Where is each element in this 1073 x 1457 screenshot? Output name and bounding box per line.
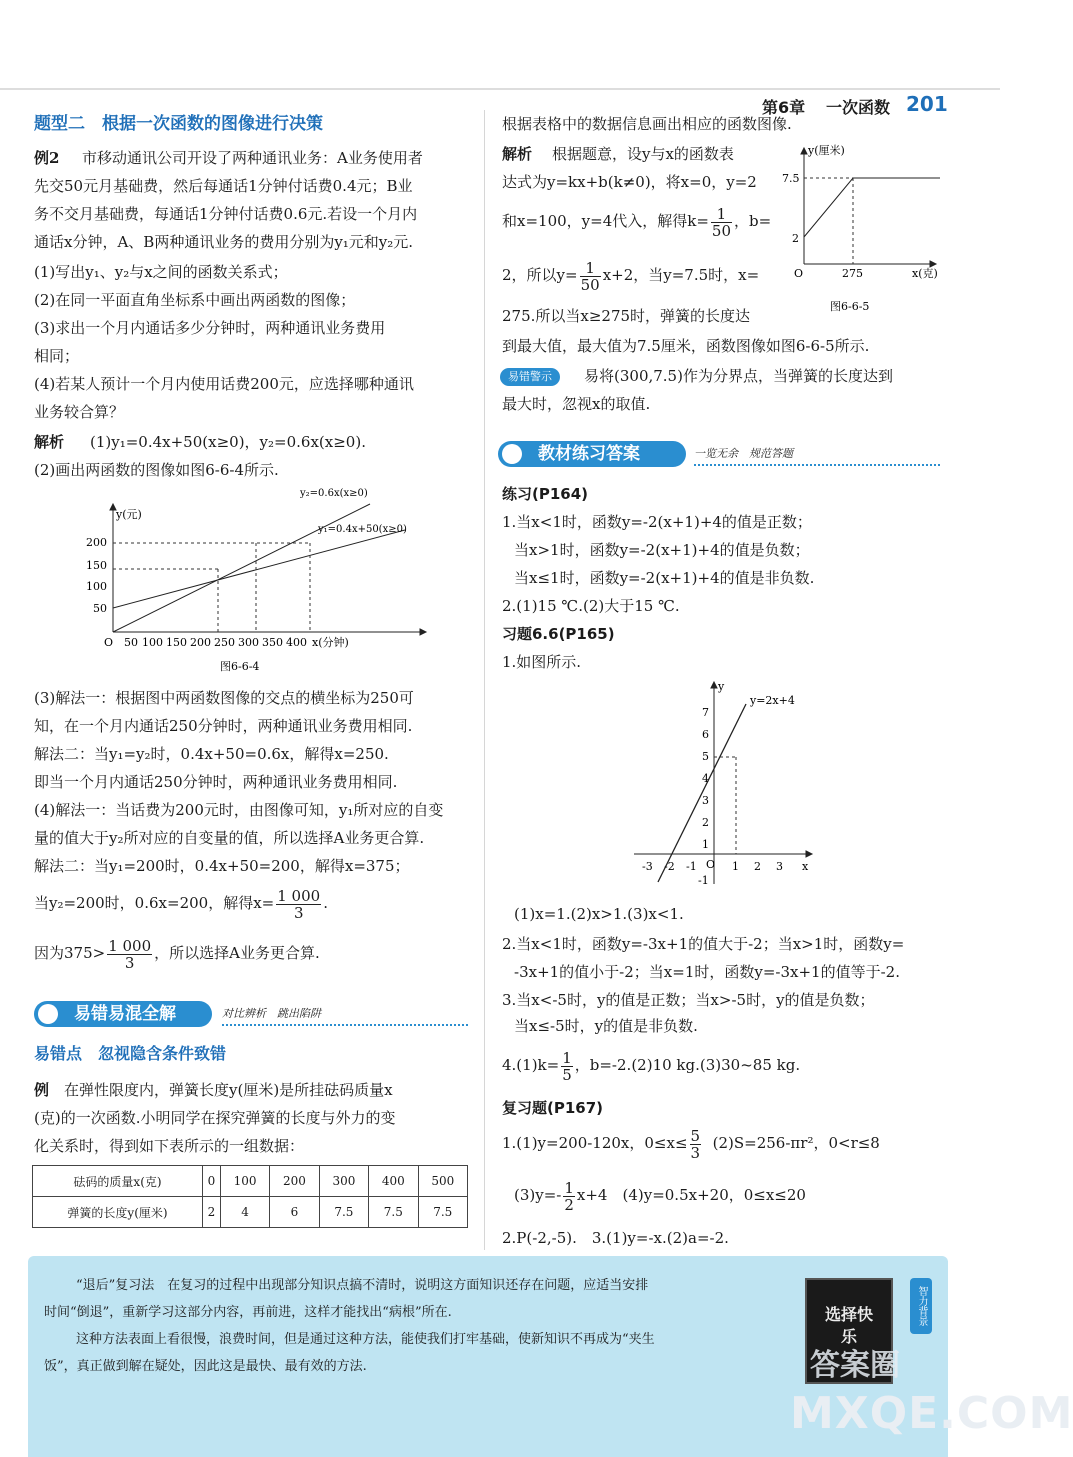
solution-1: (1)y₁=0.4x+50(x≥0)，y₂=0.6x(x≥0). [90, 433, 366, 451]
solution-4a: (4)解法一：当话费为200元时，由图像可知，y₁所对应的自变 [34, 801, 444, 819]
warning-line1: 易将(300,7.5)作为分界点，当弹簧的长度达到 [584, 367, 893, 385]
right-line7: 到最大值，最大值为7.5厘米，函数图像如图6-6-5所示. [502, 337, 870, 355]
book-cover-title: 选择快乐 [824, 1305, 873, 1346]
graph1-xtick-400: 400 [286, 636, 307, 649]
example-2-line3: 务不交月基础费，每通话1分钟付话费0.6元.若设一个月内 [34, 205, 418, 223]
p164-2: 2.(1)15 ℃.(2)大于15 ℃. [502, 597, 680, 615]
p164-1b: 当x>1时，函数y=-2(x+1)+4的值是负数； [514, 541, 810, 559]
solution-3a: (3)解法一：根据图中两函数图像的交点的横坐标为250可 [34, 689, 414, 707]
graph3-ytick-1: 1 [702, 838, 709, 851]
solution-label: 解析 [34, 433, 65, 451]
table-cell: 4 [220, 1197, 269, 1228]
p165-2b: -3x+1的值小于-2；当x=1时，函数y=-3x+1的值等于-2. [514, 963, 900, 981]
graph3-ytick-6: 6 [702, 728, 709, 741]
graph3-xtick-1: 1 [732, 860, 739, 873]
table-cell: 弹簧的长度y(厘米) [33, 1197, 203, 1228]
question-2: (2)在同一平面直角坐标系中画出两函数的图像； [34, 291, 356, 309]
graph1-y1-label: y₁=0.4x+50(x≥0) [318, 524, 407, 535]
graph3-xtick-3: 3 [776, 860, 783, 873]
right-line2: 根据题意，设y与x的函数表 [552, 145, 734, 163]
table-cell: 400 [369, 1166, 418, 1197]
graph-6-6-5 [780, 140, 950, 318]
graph1-ytick-50: 50 [93, 602, 107, 615]
review-p167-title: 复习题(P167) [502, 1099, 604, 1117]
table-cell: 500 [418, 1166, 467, 1197]
question-3b: 相同； [34, 347, 80, 365]
page-number: 201 [906, 92, 948, 116]
ribbon-answers-tag: 一览无余 规范答题 [694, 447, 793, 460]
graph3-ytick-4: 4 [702, 772, 709, 785]
graph1-xtick-50: 50 [124, 636, 138, 649]
graph1-xlabel: x(分钟) [312, 636, 349, 649]
p165-1-answer: (1)x=1.(2)x>1.(3)x<1. [514, 905, 684, 923]
graph2-caption: 图6-6-5 [830, 300, 870, 313]
solution-4e: 因为375> $\frac{1 000}{3}$ ，所以选择A业务更合算. [34, 936, 320, 972]
graph3-ytick-3: 3 [702, 794, 709, 807]
solution-3b: 知，在一个月内通话250分钟时，两种通讯业务费用相同. [34, 717, 413, 735]
graph2-ytick-2: 2 [792, 232, 799, 245]
graph3-ytick-neg1: -1 [698, 874, 709, 887]
graph1-xtick-200: 200 [190, 636, 211, 649]
example-2-label: 例2 [34, 149, 60, 167]
error-point-title: 易错点 忽视隐含条件致错 [34, 1044, 227, 1063]
header-rule [0, 88, 1000, 90]
right-line6: 275.所以当x≥275时，弹簧的长度达 [502, 307, 751, 325]
example-2-line2: 先交50元月基础费，然后每通话1分钟付话费0.4元；B业 [34, 177, 413, 195]
table-cell: 300 [319, 1166, 368, 1197]
speaker-icon [502, 444, 522, 464]
ribbon-errors-divider [222, 1024, 468, 1026]
graph-y-2x-4 [628, 678, 828, 892]
solution-4b: 量的值大于y₂所对应的自变量的值，所以选择A业务更合算. [34, 829, 425, 847]
graph3-ylabel: y [718, 680, 725, 693]
footer-line1: “退后”复习法 在复习的过程中出现部分知识点搞不清时，说明这方面知识还存在问题，应适当安排 [76, 1278, 649, 1293]
chapter-label: 第6章 [762, 98, 806, 117]
graph3-xtick-neg1: -1 [686, 860, 697, 873]
graph1-ytick-150: 150 [86, 559, 107, 572]
footer-line2: 时间“倒退”，重新学习这部分内容，再前进，这样才能找出“病根”所在. [44, 1305, 452, 1320]
graph3-xtick-neg2: -2 [664, 860, 675, 873]
example-2-line1: 市移动通讯公司开设了两种通讯业务：A业务使用者 [82, 149, 423, 167]
solution-4c: 解法二：当y₁=200时，0.4x+50=200，解得x=375； [34, 857, 410, 875]
ribbon-answers: 教材练习答案 [498, 441, 686, 467]
watermark-logo: 答案圈 [810, 1348, 900, 1383]
question-4a: (4)若某人预计一个月内使用话费200元，应选择哪种通讯 [34, 375, 414, 393]
section-title: 题型二 根据一次函数的图像进行决策 [34, 114, 323, 134]
example-line2: (克)的一次函数.小明同学在探究弹簧的长度与外力的变 [34, 1109, 396, 1127]
question-3a: (3)求出一个月内通话多少分钟时，两种通讯业务费用 [34, 319, 386, 337]
table-cell: 0 [203, 1166, 221, 1197]
example-label: 例 [34, 1081, 50, 1099]
column-divider [484, 110, 485, 1250]
warning-line2: 最大时，忽视x的取值. [502, 395, 651, 413]
graph-6-6-4 [80, 484, 460, 680]
ribbon-errors-tag: 对比辨析 跳出陷阱 [222, 1007, 321, 1020]
graph1-ytick-200: 200 [86, 536, 107, 549]
p165-1: 1.如图所示. [502, 653, 582, 671]
right-solution-label: 解析 [502, 145, 533, 163]
p164-1a: 1.当x<1时，函数y=-2(x+1)+4的值是正数； [502, 513, 812, 531]
graph3-line-label: y=2x+4 [750, 694, 795, 707]
graph2-xtick-275: 275 [842, 267, 863, 280]
graph1-xtick-250: 250 [214, 636, 235, 649]
table-cell: 200 [270, 1166, 319, 1197]
table-row [33, 1197, 468, 1228]
question-1: (1)写出y₁、y₂与x之间的函数关系式； [34, 263, 288, 281]
p165-4: 4.(1)k= $\frac{1}{5}$ ，b=-2.(2)10 kg.(3)30~85 kg. [502, 1048, 801, 1084]
solution-2: (2)画出两函数的图像如图6-6-4所示. [34, 461, 279, 479]
footer-line3: 这种方法表面上看很慢，浪费时间，但是通过这种方法，能使我们打牢基础，使新知识不再成为“夹生 [76, 1332, 655, 1347]
graph3-origin: O [706, 858, 716, 871]
table-cell: 6 [270, 1197, 319, 1228]
solution-3c: 解法二：当y₁=y₂时，0.4x+50=0.6x，解得x=250. [34, 745, 389, 763]
question-4b: 业务较合算？ [34, 403, 125, 421]
speaker-icon [38, 1004, 58, 1024]
table-cell: 7.5 [418, 1197, 467, 1228]
example-line3: 化关系时，得到如下表所示的一组数据： [34, 1137, 305, 1155]
graph1-xtick-300: 300 [238, 636, 259, 649]
p164-1c: 当x≤1时，函数y=-2(x+1)+4的值是非负数. [514, 569, 815, 587]
graph2-xlabel: x(克) [912, 267, 938, 280]
exercise-p165-title: 习题6.6(P165) [502, 625, 615, 643]
chapter-title: 一次函数 [826, 98, 891, 117]
warning-tag: 易错警示 [500, 368, 560, 386]
p167-1b: (3)y=- $\frac{1}{2}$ x+4 (4)y=0.5x+20，0≤x≤20 [514, 1178, 806, 1214]
right-line4: 和x=100，y=4代入，解得k= $\frac{1}{50}$ ，b= [502, 204, 772, 240]
watermark: MXQE.COM [790, 1388, 1073, 1439]
right-line5: 2，所以y= $\frac{1}{50}$ x+2，当y=7.5时，x= [502, 258, 760, 294]
graph1-xtick-150: 150 [166, 636, 187, 649]
example-2-line4: 通话x分钟，A、B两种通讯业务的费用分别为y₁元和y₂元. [34, 233, 414, 251]
table-cell: 2 [203, 1197, 221, 1228]
p165-3b: 当x≤-5时，y的值是非负数. [514, 1017, 698, 1035]
graph1-ylabel: y(元) [116, 508, 142, 521]
graph1-y2-label: y₂=0.6x(x≥0) [300, 488, 368, 499]
table-cell: 100 [220, 1166, 269, 1197]
graph1-origin: O [104, 636, 114, 649]
spring-data-table [32, 1165, 468, 1228]
graph3-ytick-5: 5 [702, 750, 709, 763]
footer-line4: 饭”，真正做到解在疑处，因此这是最快、最有效的方法. [44, 1359, 367, 1374]
p165-2a: 2.当x<1时，函数y=-3x+1的值大于-2；当x>1时，函数y= [502, 935, 905, 953]
graph3-ytick-2: 2 [702, 816, 709, 829]
solution-3d: 即当一个月内通话250分钟时，两种通讯业务费用相同. [34, 773, 398, 791]
graph3-ytick-7: 7 [702, 706, 709, 719]
graph1-xtick-100: 100 [142, 636, 163, 649]
table-cell: 7.5 [369, 1197, 418, 1228]
right-line3: 达式为y=kx+b(k≠0)，将x=0，y=2 [502, 173, 757, 191]
practice-p164-title: 练习(P164) [502, 485, 589, 503]
right-line1: 根据表格中的数据信息画出相应的函数图像. [502, 115, 792, 133]
table-cell: 7.5 [319, 1197, 368, 1228]
p165-3a: 3.当x<-5时，y的值是正数；当x>-5时，y的值是负数； [502, 991, 875, 1009]
graph1-xtick-350: 350 [262, 636, 283, 649]
graph2-ylabel: y(厘米) [808, 144, 845, 157]
solution-4d: 当y₂=200时，0.6x=200，解得x= $\frac{1 000}{3}$ . [34, 886, 328, 922]
graph2-origin: O [794, 267, 804, 280]
graph1-ytick-100: 100 [86, 580, 107, 593]
ribbon-answers-divider [694, 464, 940, 466]
graph2-ytick-7-5: 7.5 [782, 172, 800, 185]
spring-length-line [804, 178, 940, 237]
graph3-xtick-neg3: -3 [642, 860, 653, 873]
side-tab: 智力背景 [910, 1278, 932, 1334]
ribbon-errors: 易错易混全解 [34, 1001, 212, 1027]
table-row [33, 1166, 468, 1197]
graph1-caption: 图6-6-4 [220, 660, 260, 673]
p167-1a: 1.(1)y=200-120x，0≤x≤ $\frac{5}{3}$ (2)S=256-πr²，0<r≤8 [502, 1126, 880, 1162]
graph3-xlabel: x [802, 860, 809, 873]
p167-2: 2.P(-2,-5). 3.(1)y=-x.(2)a=-2. [502, 1229, 729, 1247]
example-line1: 在弹性限度内，弹簧长度y(厘米)是所挂砝码质量x [64, 1081, 393, 1099]
table-cell: 砝码的质量x(克) [33, 1166, 203, 1197]
graph3-xtick-2: 2 [754, 860, 761, 873]
